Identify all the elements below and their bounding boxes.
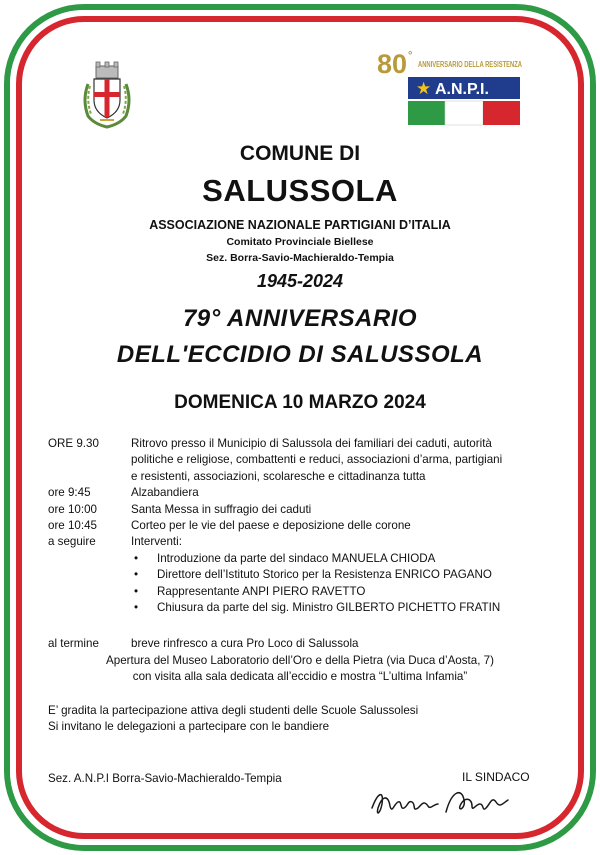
museum-line1: Apertura del Museo Laboratorio dell’Oro e della Pietra (via Duca d’Aosta, 7) <box>106 654 494 667</box>
program-time: ore 10:00 <box>48 502 97 516</box>
footer-section: Sez. A.N.P.I Borra-Savio-Machieraldo-Tempia <box>48 772 282 785</box>
program-time: ORE 9.30 <box>48 437 99 450</box>
list-item <box>131 551 548 567</box>
anniversary-title-line1: 79° ANNIVERSARIO <box>182 305 418 332</box>
program-text: Alzabandiera <box>131 486 199 500</box>
program-time: a seguire <box>48 535 96 549</box>
bullet: • <box>134 568 139 582</box>
closing-text: breve rinfresco a cura Pro Loco di Salussola <box>131 637 359 650</box>
program-text: Ritrovo presso il Municipio di Salussola dei familiari dei caduti, autorità <box>131 437 492 450</box>
list-item <box>131 584 548 600</box>
note-students: E’ gradita la partecipazione attiva degli studenti delle Scuole Salussolesi <box>48 704 419 717</box>
association-name: ASSOCIAZIONE NAZIONALE PARTIGIANI D’ITALIA <box>149 218 451 232</box>
logo-banner-text: A.N.P.I. <box>435 81 489 98</box>
note-delegations: Si invitano le delegazioni a partecipare con le bandiere <box>48 720 330 733</box>
bullet: • <box>134 601 139 615</box>
intervention-text: Rappresentante ANPI PIERO RAVETTO <box>157 584 366 598</box>
intervention-text: Direttore dell’Istituto Storico per la Resistenza ENRICO PAGANO <box>157 568 492 582</box>
logo-degree: ° <box>408 50 413 62</box>
program-schedule <box>48 436 548 616</box>
town-name: SALUSSOLA <box>202 173 398 208</box>
logo-number: 80 <box>377 49 408 79</box>
program-item <box>48 485 548 501</box>
town-coat-of-arms-icon <box>78 60 136 130</box>
intervention-text: Chiusura da parte del sig. Ministro GILBERTO PICHETTO FRATIN <box>157 601 501 615</box>
list-item <box>131 567 548 583</box>
program-item <box>48 436 548 485</box>
closing-row <box>48 636 548 652</box>
program-time: ore 9:45 <box>48 486 91 500</box>
program-text: Interventi: <box>131 535 182 549</box>
anpi-80-anniversary-logo <box>377 47 525 129</box>
bullet: • <box>134 584 139 598</box>
list-item <box>131 600 548 616</box>
event-date: DOMENICA 10 MARZO 2024 <box>174 392 426 413</box>
section-name: Sez. Borra-Savio-Machieraldo-Tempia <box>206 252 394 264</box>
mayor-signature <box>368 786 518 822</box>
program-text: e resistenti, associazioni, scolaresche e cittadinanza tutta <box>131 469 426 483</box>
interventions-list <box>131 551 548 617</box>
program-item <box>48 518 548 534</box>
mayor-label: IL SINDACO <box>462 770 530 784</box>
program-item <box>48 502 548 518</box>
logo-star-icon: ★ <box>416 79 432 98</box>
logo-anniversary-text: ANNIVERSARIO DELLA RESISTENZA <box>418 60 523 69</box>
comune-heading: COMUNE DI <box>239 142 361 165</box>
program-text: politiche e religiose, combattenti e reduci, associazioni d’arma, partigiani <box>131 453 503 467</box>
program-text: Santa Messa in suffragio dei caduti <box>131 502 312 516</box>
program-text: Corteo per le vie del paese e deposizione delle corone <box>131 519 411 533</box>
intervention-text: Introduzione da parte del sindaco MANUELA CHIODA <box>157 551 436 565</box>
anniversary-title-line2: DELL'ECCIDIO DI SALUSSOLA <box>116 341 484 368</box>
program-time: ore 10:45 <box>48 519 97 533</box>
years-range: 1945-2024 <box>256 271 344 291</box>
program-item <box>48 534 548 550</box>
bullet: • <box>134 551 139 565</box>
committee-name: Comitato Provinciale Biellese <box>226 236 374 248</box>
museum-line2: con visita alla sala dedicata all’eccidio e mostra “L’ultima Infamia” <box>132 670 468 683</box>
closing-time: al termine <box>48 637 99 650</box>
